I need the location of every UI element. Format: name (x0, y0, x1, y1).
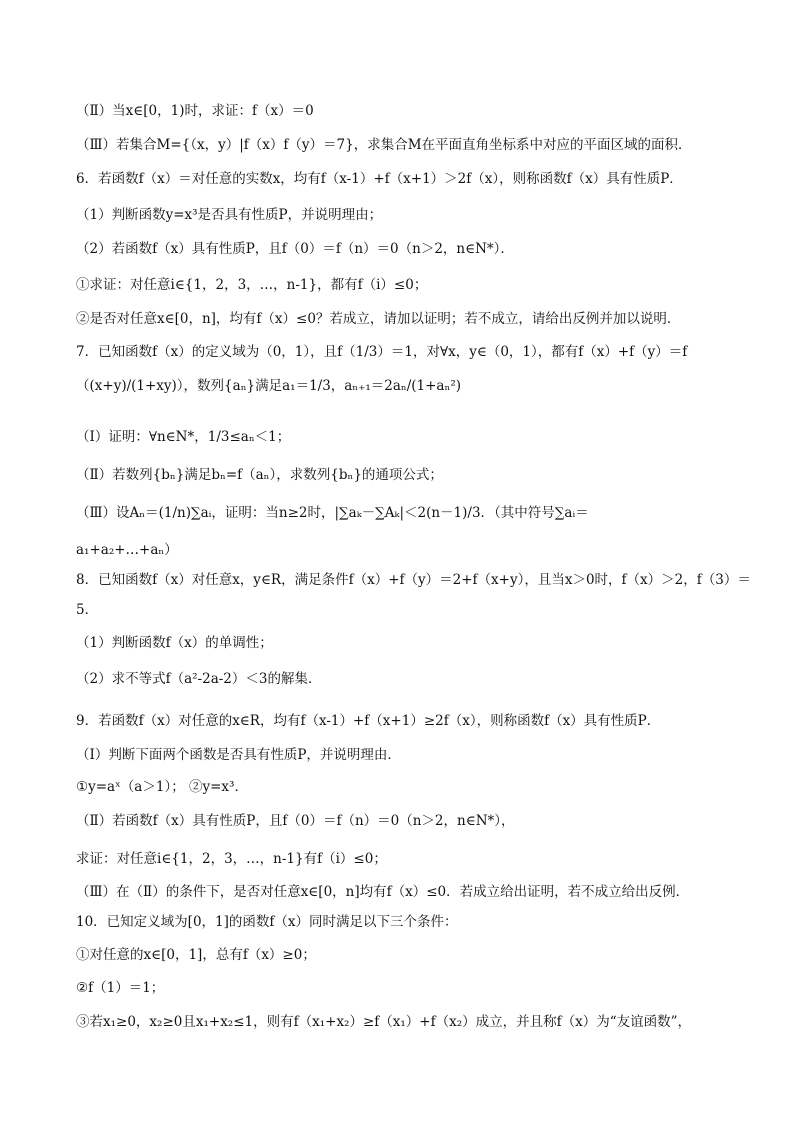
line-10: （Ⅰ）证明：∀n∈N*，1/3≤aₙ＜1； (76, 429, 291, 445)
line-22: 求证：对任意i∈{1，2，3，…，n-1}有f（i）≤0； (76, 851, 387, 867)
line-20: ①y=aˣ（a＞1）； ②y=x³． (76, 779, 248, 795)
line-19: （Ⅰ）判断下面两个函数是否具有性质P，并说明理由． (76, 747, 401, 763)
line-4: （1）判断函数y=x³是否具有性质P，并说明理由； (76, 207, 383, 223)
line-26: ②f（1）＝1； (76, 980, 165, 996)
line-8: 7．已知函数f（x）的定义域为（0，1），且f（1/3）＝1，对∀x，y∈（0，1），都有f（x）+f（y）＝f (76, 344, 688, 360)
line-27: ③若x₁≥0，x₂≥0且x₁+x₂≤1，则有f（x₁+x₂）≥f（x₁）+f（x₂）成立，并且称f（x）为“友谊函数”， (76, 1014, 692, 1030)
line-13: a₁+a₂+…+aₙ） (76, 542, 178, 558)
line-21: （Ⅱ）若函数f（x）具有性质P，且f（0）＝f（n）＝0（n＞2，n∈N*）， (76, 813, 515, 829)
line-15: 5． (76, 602, 99, 618)
line-5: （2）若函数f（x）具有性质P，且f（0）＝f（n）＝0（n＞2，n∈N*）． (76, 241, 514, 257)
line-17: （2）求不等式f（a²-2a-2）＜3的解集． (76, 671, 322, 687)
line-2: （Ⅲ）若集合M={（x，y）|f（x）f（y）＝7}，求集合M在平面直角坐标系中对应的平面区域的面积． (76, 137, 692, 153)
line-18: 9．若函数f（x）对任意的x∈R，均有f（x-1）+f（x+1）≥2f（x），则称函数f（x）具有性质P． (76, 713, 661, 729)
line-24: 10．已知定义域为[0，1]的函数f（x）同时满足以下三个条件： (76, 914, 458, 930)
line-3: 6．若函数f（x）＝对任意的实数x，均有f（x-1）+f（x+1）＞2f（x），则称函数f（x）具有性质P． (76, 171, 683, 187)
line-12: （Ⅲ）设Aₙ＝(1/n)∑aᵢ，证明：当n≥2时，|∑aₖ－∑Aₖ|＜2(n－1)/3．（其中符号∑aᵢ＝ (76, 505, 589, 521)
line-11: （Ⅱ）若数列{bₙ}满足bₙ=f（aₙ），求数列{bₙ}的通项公式； (76, 467, 443, 483)
line-1: （Ⅱ）当x∈[0，1)时，求证：f（x）＝0 (76, 103, 314, 119)
line-6: ①求证：对任意i∈{1，2，3，…，n-1}，都有f（i）≤0； (76, 277, 428, 293)
line-25: ①对任意的x∈[0，1]，总有f（x）≥0； (76, 947, 316, 963)
line-23: （Ⅲ）在（Ⅱ）的条件下，是否对任意x∈[0，n]均有f（x）≤0．若成立给出证明，若不成立给出反例． (76, 884, 690, 900)
line-9: （(x+y)/(1+xy)），数列{aₙ}满足a₁＝1/3，aₙ₊₁＝2aₙ/(1+aₙ²) (76, 378, 462, 394)
line-7: ②是否对任意x∈[0，n]，均有f（x）≤0？若成立，请加以证明；若不成立，请给出反例并加以说明． (76, 311, 681, 327)
line-16: （1）判断函数f（x）的单调性； (76, 635, 273, 651)
line-14: 8．已知函数f（x）对任意x，y∈R，满足条件f（x）+f（y）＝2+f（x+y），且当x＞0时，f（x）＞2，f（3）＝ (76, 572, 751, 588)
